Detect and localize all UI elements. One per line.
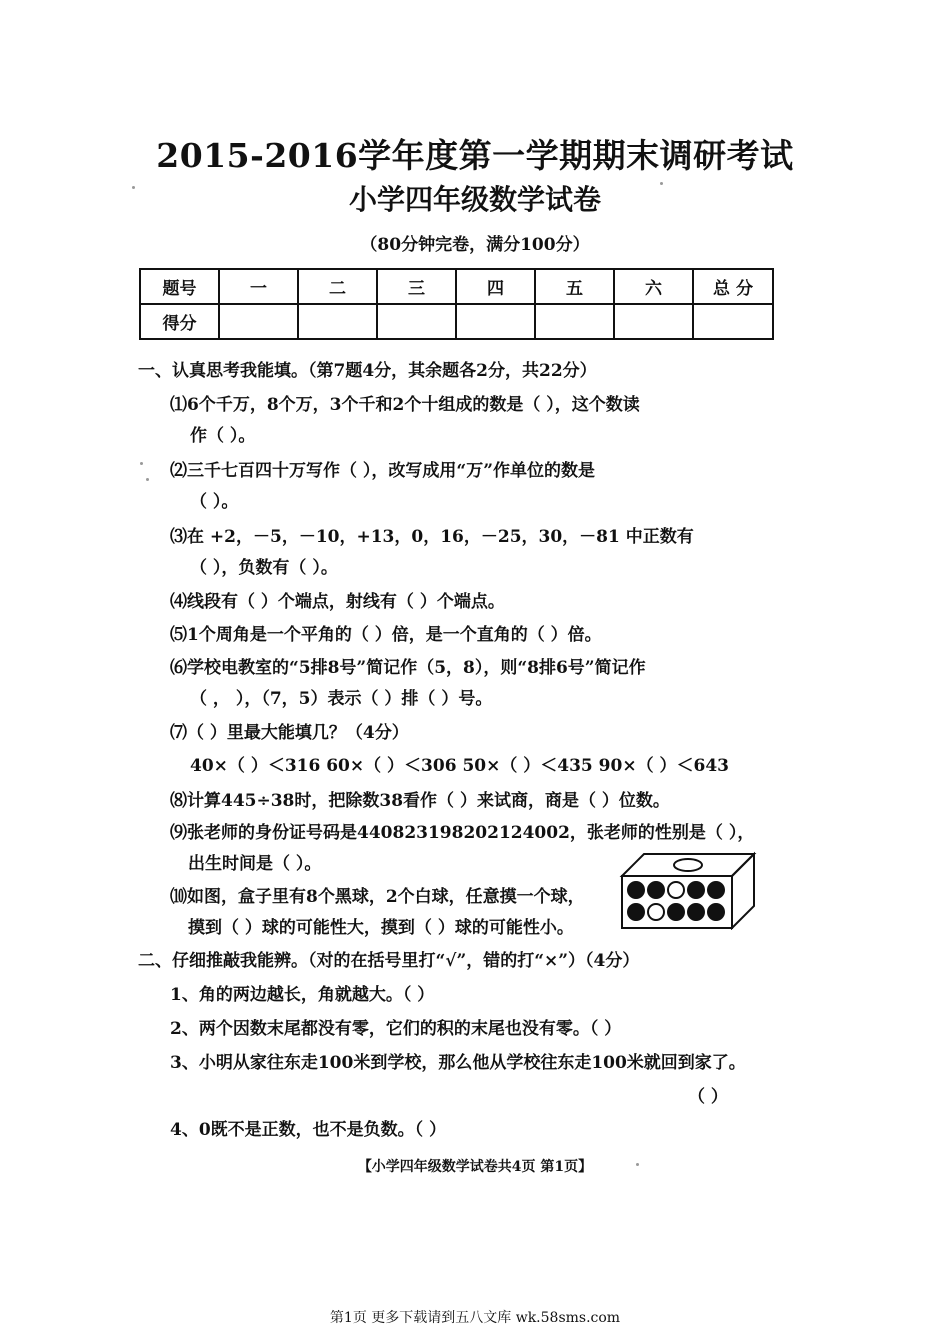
black-ball xyxy=(688,904,704,920)
score-cell[interactable] xyxy=(377,304,456,339)
table-cell: 六 xyxy=(614,269,693,304)
section-1-heading: 一、认真思考我能填。（第7题4分，其余题各2分，共22分） xyxy=(138,361,597,381)
section-2-heading: 二、仔细推敲我能辨。（对的在括号里打“√”，错的打“×”）（4分） xyxy=(138,951,640,971)
black-ball xyxy=(648,882,664,898)
question-line: ⑻计算445÷38时，把除数38看作（ ）来试商，商是（ ）位数。 xyxy=(170,791,670,811)
scan-speck xyxy=(146,478,149,481)
question-line: ⑶在 +2，－5，－10，+13，0，16，－25，30，－81 中正数有 xyxy=(170,527,694,547)
score-table-header-row xyxy=(140,269,773,304)
score-cell[interactable] xyxy=(219,304,298,339)
question-line: ⑸1个周角是一个平角的（ ）倍，是一个直角的（ ）倍。 xyxy=(170,625,602,645)
question-line: 3、小明从家往东走100米到学校，那么他从学校往东走100米就回到家了。 xyxy=(170,1053,746,1073)
question-line: （ ），负数有（ ）。 xyxy=(190,558,338,578)
question-line: 2、两个因数末尾都没有零，它们的积的末尾也没有零。（ ） xyxy=(170,1019,622,1039)
black-ball xyxy=(688,882,704,898)
scan-speck xyxy=(132,186,135,189)
table-cell: 一 xyxy=(219,269,298,304)
question-line: 摸到（ ）球的可能性大，摸到（ ）球的可能性小。 xyxy=(188,918,574,938)
score-cell[interactable] xyxy=(614,304,693,339)
black-ball xyxy=(628,882,644,898)
question-line: 1、角的两边越长，角就越大。（ ） xyxy=(170,985,435,1005)
score-table-score-row xyxy=(140,304,773,339)
black-ball xyxy=(708,904,724,920)
question-line: ⑺（ ）里最大能填几？（4分） xyxy=(170,723,409,743)
black-ball xyxy=(708,882,724,898)
question-line: ⑵三千七百四十万写作（ ），改写成用“万”作单位的数是 xyxy=(170,461,595,481)
question-line: （ ）。 xyxy=(190,492,239,512)
score-table xyxy=(139,268,774,340)
score-cell[interactable] xyxy=(693,304,773,339)
question-line: ⑷线段有（ ）个端点，射线有（ ）个端点。 xyxy=(170,592,505,612)
score-cell[interactable] xyxy=(456,304,535,339)
page-footer: 【小学四年级数学试卷共4页 第1页】 xyxy=(357,1159,593,1175)
scan-speck xyxy=(140,462,143,465)
question-line: ⑴6个千万，8个万，3个千和2个十组成的数是（ ），这个数读 xyxy=(170,395,640,415)
table-cell: 题号 xyxy=(140,269,219,304)
white-ball xyxy=(668,882,684,898)
black-ball xyxy=(668,904,684,920)
table-cell: 三 xyxy=(377,269,456,304)
score-cell[interactable] xyxy=(535,304,614,339)
table-cell: 二 xyxy=(298,269,377,304)
ball-box-figure xyxy=(618,850,758,930)
scan-speck xyxy=(660,182,663,185)
white-ball xyxy=(648,904,664,920)
page-subtitle: 小学四年级数学试卷 xyxy=(348,183,601,216)
question-line: ⑽如图，盒子里有8个黑球，2个白球，任意摸一个球， xyxy=(170,887,585,907)
table-cell: 五 xyxy=(535,269,614,304)
table-cell: 总 分 xyxy=(693,269,773,304)
question-line: 4、0既不是正数，也不是负数。（ ） xyxy=(170,1120,447,1140)
table-cell: 得分 xyxy=(140,304,219,339)
question-line: ⑼张老师的身份证号码是440823198202124002，张老师的性别是（ ）， xyxy=(170,823,755,843)
table-cell: 四 xyxy=(456,269,535,304)
question-line: （ ， ），（7，5）表示（ ）排（ ）号。 xyxy=(190,689,493,709)
question-line: 出生时间是（ ）。 xyxy=(188,854,322,874)
black-ball xyxy=(628,904,644,920)
score-cell[interactable] xyxy=(298,304,377,339)
scan-speck xyxy=(636,1163,639,1166)
exam-note: （80分钟完卷，满分100分） xyxy=(360,235,590,255)
question-line: ⑹学校电教室的“5排8号”简记作（5，8），则“8排6号”简记作 xyxy=(170,658,646,678)
page-title: 2015-2016学年度第一学期期末调研考试 xyxy=(156,136,794,175)
question-line: 作（ ）。 xyxy=(190,426,256,446)
question-line: （ ） xyxy=(688,1087,728,1107)
download-note: 第1页 更多下载请到五八文库 wk.58sms.com xyxy=(329,1310,621,1326)
question-line: 40×（ ）＜316 60×（ ）＜306 50×（ ）＜435 90×（ ）＜643 xyxy=(190,756,729,776)
